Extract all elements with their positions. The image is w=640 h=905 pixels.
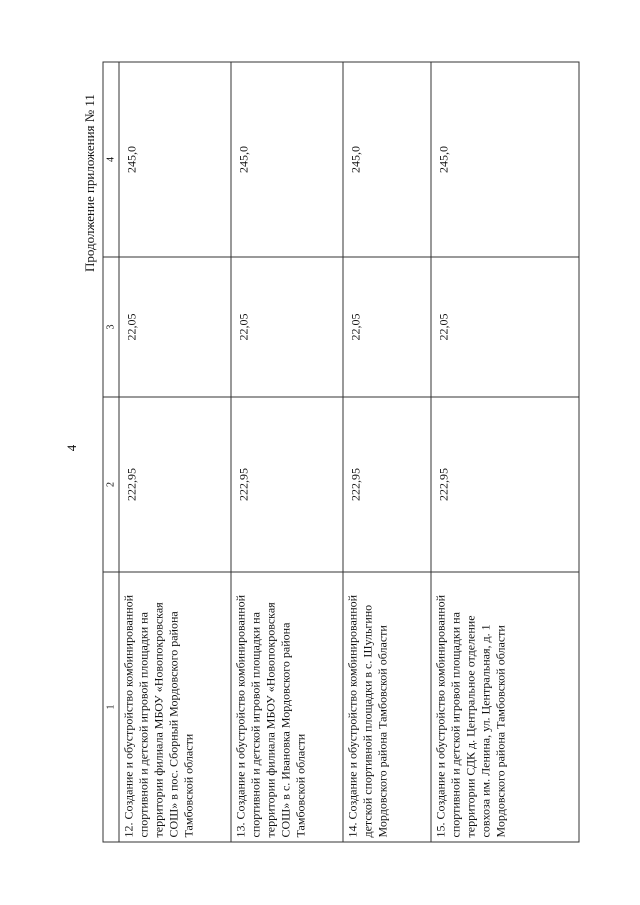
row-col2-value: 222,95 <box>231 397 343 572</box>
row-description: 14. Создание и обустройство комбинированной детской спортивной площадки в с. Шульгино Мордовского района Тамбовской области <box>343 572 431 842</box>
row-description: 13. Создание и обустройство комбинированной спортивной и детской игровой площадки на территории филиала МБОУ «Новопокровская СОШ» в с. Ивановка Мордовского района Тамбовской области <box>231 572 343 842</box>
row-col3-value: 22,05 <box>231 257 343 397</box>
column-header-4: 4 <box>103 62 119 257</box>
row-col3-value: 22,05 <box>343 257 431 397</box>
row-description: 12. Создание и обустройство комбинированной спортивной и детской игровой площадки на территории филиала МБОУ «Новопокровская СОШ» в пос. Сборный Мордовского района Тамбовской области <box>119 572 231 842</box>
row-col3-value: 22,05 <box>119 257 231 397</box>
column-header-1: 1 <box>103 572 119 842</box>
table-row <box>343 62 431 842</box>
row-col4-value: 245,0 <box>119 62 231 257</box>
row-col4-value: 245,0 <box>431 62 579 257</box>
table-row <box>231 62 343 842</box>
row-col2-value: 222,95 <box>431 397 579 572</box>
column-header-2: 2 <box>103 397 119 572</box>
row-description: 15. Создание и обустройство комбинированной спортивной и детской игровой площадки на территории СДК д. Центральное отделение совхоза им. Ленина, ул. Центральная, д. 1 Мордовского района Тамбовской области <box>431 572 579 842</box>
continuation-heading: Продолжение приложения № 11 <box>82 94 97 272</box>
row-col2-value: 222,95 <box>119 397 231 572</box>
table-row <box>431 62 579 842</box>
appendix-table <box>103 62 580 843</box>
row-col4-value: 245,0 <box>231 62 343 257</box>
row-col2-value: 222,95 <box>343 397 431 572</box>
table-header-row <box>103 62 119 842</box>
appendix-table-wrapper <box>103 63 578 843</box>
table-row <box>119 62 231 842</box>
column-header-3: 3 <box>103 257 119 397</box>
page-number: 4 <box>64 444 79 452</box>
row-col3-value: 22,05 <box>431 257 579 397</box>
row-col4-value: 245,0 <box>343 62 431 257</box>
